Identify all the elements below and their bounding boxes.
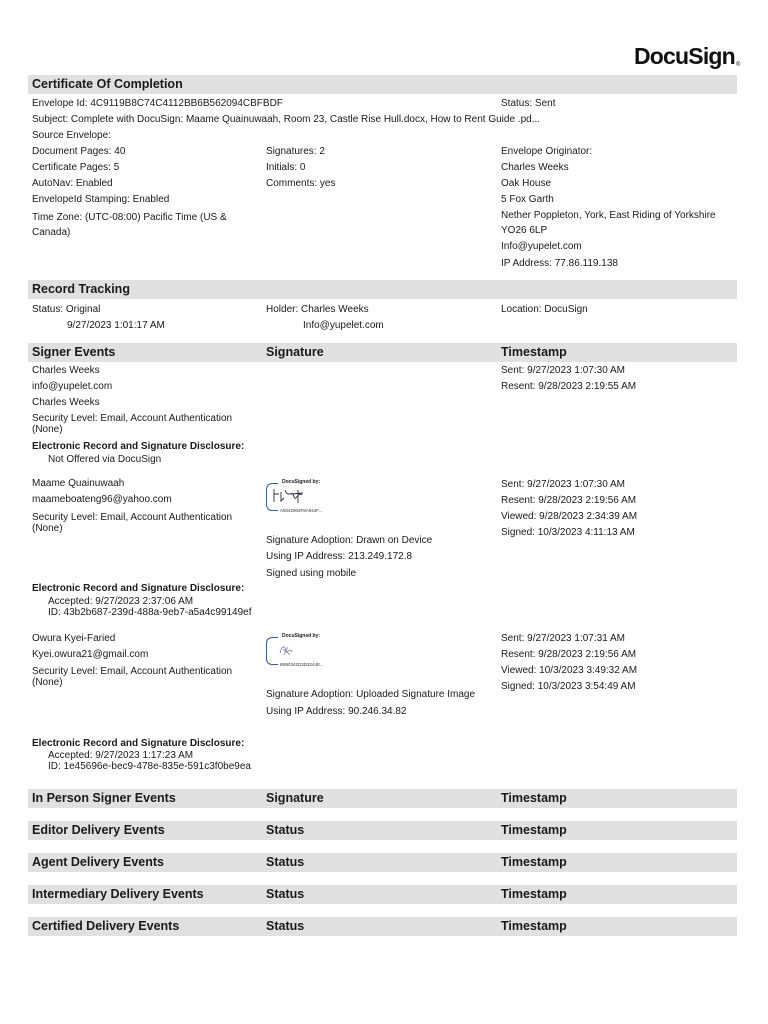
signer1-name-repeat: Charles Weeks bbox=[32, 397, 100, 408]
signatures-count: Signatures: 2 bbox=[266, 146, 325, 157]
signer1-disclosure-title: Electronic Record and Signature Disclosure: bbox=[32, 441, 245, 452]
signer2-ip-address: Using IP Address: 213.249.172.8 bbox=[266, 551, 413, 562]
originator-ip: IP Address: 77.86.119.138 bbox=[501, 258, 618, 269]
signer3-disclosure-title: Electronic Record and Signature Disclosure: bbox=[32, 738, 245, 749]
signer2-email: maameboateng96@yahoo.com bbox=[32, 494, 172, 505]
signer2-viewed: Viewed: 9/28/2023 2:34:39 AM bbox=[501, 511, 638, 522]
record-status-date: 9/27/2023 1:01:17 AM bbox=[67, 320, 165, 331]
editor-status-heading: Status bbox=[266, 823, 305, 837]
signer3-viewed: Viewed: 10/3/2023 3:49:32 AM bbox=[501, 665, 638, 676]
signer2-name: Maame Quainuwaah bbox=[32, 478, 125, 489]
signer3-name: Owura Kyei-Faried bbox=[32, 633, 116, 644]
record-holder-email: Info@yupelet.com bbox=[303, 320, 384, 331]
signer1-sent: Sent: 9/27/2023 1:07:30 AM bbox=[501, 365, 625, 376]
record-tracking-heading: Record Tracking bbox=[32, 282, 130, 296]
signer2-resent: Resent: 9/28/2023 2:19:56 AM bbox=[501, 495, 637, 506]
envelope-status: Status: Sent bbox=[501, 98, 556, 109]
initials-count: Initials: 0 bbox=[266, 162, 306, 173]
signer2-signature-adoption: Signature Adoption: Drawn on Device bbox=[266, 535, 433, 546]
record-location: Location: DocuSign bbox=[501, 304, 588, 315]
signer3-ip-address: Using IP Address: 90.246.34.82 bbox=[266, 706, 407, 717]
certified-status-heading: Status bbox=[266, 919, 305, 933]
signer3-signature-adoption: Signature Adoption: Uploaded Signature Image bbox=[266, 689, 476, 700]
document-pages: Document Pages: 40 bbox=[32, 146, 126, 157]
signer3-security-level: Security Level: Email, Account Authentication (None) bbox=[32, 666, 233, 688]
agent-status-heading: Status bbox=[266, 855, 305, 869]
source-envelope: Source Envelope: bbox=[32, 130, 111, 141]
signer1-resent: Resent: 9/28/2023 2:19:55 AM bbox=[501, 381, 637, 392]
signer2-sig-header: DocuSigned by: bbox=[282, 479, 321, 485]
signer-events-bar bbox=[28, 343, 737, 362]
in-person-signer-events-heading: In Person Signer Events bbox=[32, 791, 176, 805]
certified-timestamp-heading: Timestamp bbox=[501, 919, 567, 933]
signer2-signature-stamp bbox=[266, 479, 342, 519]
signer2-disclosure-accepted: Accepted: 9/27/2023 2:37:06 AM bbox=[48, 596, 194, 607]
originator-postcode: YO26 6LP bbox=[501, 225, 548, 236]
certificate-pages: Certificate Pages: 5 bbox=[32, 162, 120, 173]
signer3-disclosure-id: ID: 1e45696e-bec9-478e-835e-591c3f0be9ea bbox=[48, 761, 251, 772]
certificate-heading: Certificate Of Completion bbox=[32, 77, 183, 91]
autonav: AutoNav: Enabled bbox=[32, 178, 113, 189]
record-tracking-bar bbox=[28, 280, 737, 299]
envelope-id: Envelope Id: 4C9119B8C74C4112BB6B562094CBFBDF bbox=[32, 98, 283, 109]
envelope-subject: Subject: Complete with DocuSign: Maame Quainuwaah, Room 23, Castle Rise Hull.docx, How to Rent Guide .pd... bbox=[32, 114, 541, 125]
originator-label: Envelope Originator: bbox=[501, 146, 593, 157]
signer2-sig-id: A5042904F8A944F... bbox=[280, 508, 323, 513]
signature-column-heading: Signature bbox=[266, 345, 324, 359]
signer3-email: Kyei.owura21@gmail.com bbox=[32, 649, 149, 660]
signer2-disclosure-id: ID: 43b2b687-239d-488a-9eb7-a5a4c99149ef bbox=[48, 607, 252, 618]
envelopeid-stamping: EnvelopeId Stamping: Enabled bbox=[32, 194, 170, 205]
intermediary-delivery-events-heading: Intermediary Delivery Events bbox=[32, 887, 204, 901]
time-zone: Time Zone: (UTC-08:00) Pacific Time (US & Canada) bbox=[32, 212, 227, 238]
signer1-email: info@yupelet.com bbox=[32, 381, 113, 392]
originator-address-1: Oak House bbox=[501, 178, 552, 189]
originator-name: Charles Weeks bbox=[501, 162, 569, 173]
docusign-logo: DocuSign® bbox=[634, 43, 740, 69]
originator-address-2: 5 Fox Garth bbox=[501, 194, 554, 205]
signer1-disclosure-status: Not Offered via DocuSign bbox=[48, 454, 162, 465]
signer3-signature-stamp bbox=[266, 633, 342, 673]
signer2-sent: Sent: 9/27/2023 1:07:30 AM bbox=[501, 479, 625, 490]
comments: Comments: yes bbox=[266, 178, 336, 189]
signer1-name: Charles Weeks bbox=[32, 365, 100, 376]
signer3-sig-id: B890342D3D3244E... bbox=[280, 662, 324, 667]
agent-delivery-events-heading: Agent Delivery Events bbox=[32, 855, 164, 869]
editor-timestamp-heading: Timestamp bbox=[501, 823, 567, 837]
handwritten-signature-2 bbox=[270, 639, 310, 661]
signer3-sig-header: DocuSigned by: bbox=[282, 633, 321, 639]
signer2-security-level: Security Level: Email, Account Authentication (None) bbox=[32, 512, 233, 534]
timestamp-column-heading: Timestamp bbox=[501, 345, 567, 359]
handwritten-signature-1 bbox=[270, 485, 310, 507]
in-person-timestamp-heading: Timestamp bbox=[501, 791, 567, 805]
certified-delivery-events-heading: Certified Delivery Events bbox=[32, 919, 180, 933]
signer-events-heading: Signer Events bbox=[32, 345, 116, 359]
agent-timestamp-heading: Timestamp bbox=[501, 855, 567, 869]
signer2-signed-mobile: Signed using mobile bbox=[266, 568, 357, 579]
originator-address-3: Nether Poppleton, York, East Riding of Yorkshire bbox=[501, 210, 716, 221]
in-person-signature-heading: Signature bbox=[266, 791, 324, 805]
signer3-resent: Resent: 9/28/2023 2:19:56 AM bbox=[501, 649, 637, 660]
signer2-signed: Signed: 10/3/2023 4:11:13 AM bbox=[501, 527, 635, 538]
signer2-disclosure-title: Electronic Record and Signature Disclosure: bbox=[32, 583, 245, 594]
record-status: Status: Original bbox=[32, 304, 101, 315]
signer3-signed: Signed: 10/3/2023 3:54:49 AM bbox=[501, 681, 636, 692]
record-holder: Holder: Charles Weeks bbox=[266, 304, 369, 315]
intermediary-timestamp-heading: Timestamp bbox=[501, 887, 567, 901]
signer1-security-level: Security Level: Email, Account Authentication (None) bbox=[32, 413, 233, 435]
signer3-sent: Sent: 9/27/2023 1:07:31 AM bbox=[501, 633, 625, 644]
editor-delivery-events-heading: Editor Delivery Events bbox=[32, 823, 165, 837]
originator-email: Info@yupelet.com bbox=[501, 241, 582, 252]
intermediary-status-heading: Status bbox=[266, 887, 305, 901]
signer3-disclosure-accepted: Accepted: 9/27/2023 1:17:23 AM bbox=[48, 750, 194, 761]
